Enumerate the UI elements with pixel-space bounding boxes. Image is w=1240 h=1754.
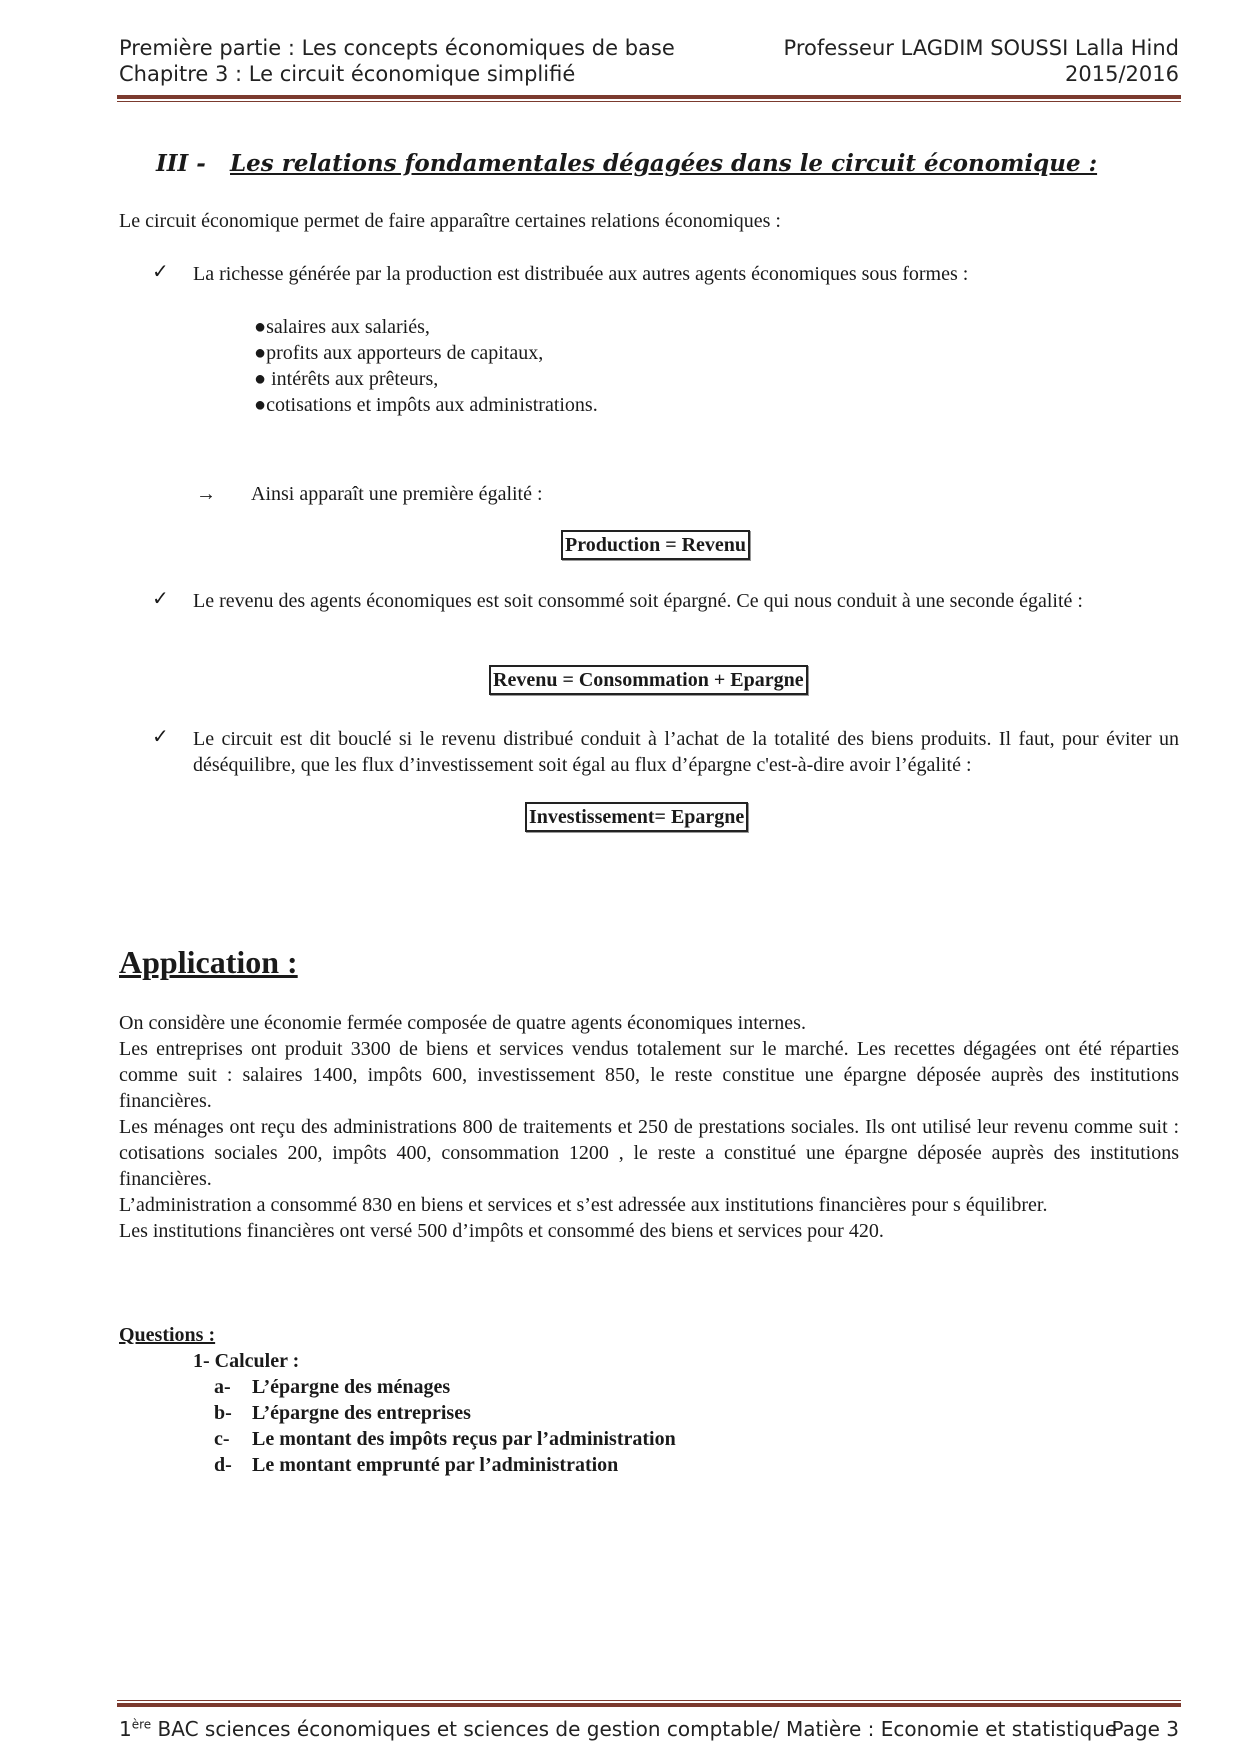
footer-level-sup: ère xyxy=(131,1717,152,1732)
question-key: d- xyxy=(214,1454,232,1476)
question-item xyxy=(214,1402,471,1425)
bullet-list xyxy=(254,314,598,418)
checkmark-icon: ✓ xyxy=(152,261,169,283)
header-chapter: Chapitre 3 : Le circuit économique simplifié xyxy=(119,62,576,86)
application-body xyxy=(119,1010,1179,1244)
question-item xyxy=(214,1376,450,1399)
application-title: Application : xyxy=(119,944,298,980)
arrow-icon: → xyxy=(196,483,216,505)
header-rule-thin xyxy=(117,101,1181,102)
footer-rule-thin xyxy=(117,1700,1181,1701)
page-footer xyxy=(119,1717,1179,1741)
application-paragraph: L’administration a consommé 830 en biens et services et s’est adressée aux institutions financières pour s équilibrer. xyxy=(119,1194,1048,1216)
arrow-text: Ainsi apparaît une première égalité : xyxy=(251,483,543,505)
footer-rule xyxy=(117,1703,1181,1707)
question-item xyxy=(214,1428,676,1451)
list-item: ●salaires aux salariés, xyxy=(254,316,430,338)
footer-text: BAC sciences économiques et sciences de gestion comptable/ Matière : Economie et statistique xyxy=(151,1717,1118,1741)
equation-production-revenu: Production = Revenu xyxy=(561,530,750,560)
header-author: Professeur LAGDIM SOUSSI Lalla Hind xyxy=(783,36,1179,60)
section-title xyxy=(156,150,1097,177)
point-1-text: La richesse générée par la production est distribuée aux autres agents économiques sous formes : xyxy=(193,263,969,285)
question-text: Le montant emprunté par l’administration xyxy=(252,1454,619,1476)
list-item: ●profits aux apporteurs de capitaux, xyxy=(254,342,544,364)
application-paragraph: On considère une économie fermée composée de quatre agents économiques internes. xyxy=(119,1012,806,1034)
equation-revenu-consommation: Revenu = Consommation + Epargne xyxy=(489,665,808,695)
point-3-text: Le circuit est dit bouclé si le revenu distribué conduit à l’achat de la totalité des biens produits. Il faut, pour éviter un déséquilibre, que les flux d’investissement soit égal au flux d’épargne c'est-à-dire avoir l’égalité : xyxy=(193,728,1179,776)
question-text: L’épargne des ménages xyxy=(252,1376,451,1398)
question-key: c- xyxy=(214,1428,230,1450)
header-part: Première partie : Les concepts économiques de base xyxy=(119,36,675,60)
question-1: 1- Calculer : xyxy=(193,1350,300,1372)
footer-level: 1 xyxy=(119,1717,132,1741)
question-item xyxy=(214,1454,618,1477)
checkmark-icon: ✓ xyxy=(152,588,169,610)
page-number: Page 3 xyxy=(1111,1717,1179,1741)
section-number: III - xyxy=(156,150,206,177)
question-text: L’épargne des entreprises xyxy=(252,1402,471,1424)
question-key: b- xyxy=(214,1402,232,1424)
point-2-text: Le revenu des agents économiques est soit consommé soit épargné. Ce qui nous conduit à une seconde égalité : xyxy=(193,590,1083,612)
questions-title: Questions : xyxy=(119,1324,216,1346)
checkmark-icon: ✓ xyxy=(152,726,169,748)
application-paragraph: Les institutions financières ont versé 500 d’impôts et consommé des biens et services pour 420. xyxy=(119,1220,884,1242)
section-title-text: Les relations fondamentales dégagées dans le circuit économique : xyxy=(230,150,1098,177)
question-key: a- xyxy=(214,1376,231,1398)
application-paragraph: Les ménages ont reçu des administrations 800 de traitements et 250 de prestations sociales. Ils ont utilisé leur revenu comme suit : cotisations sociales 200, impôts 400, consommation 1200 , le reste a constitué une épargne déposée auprès des institutions financières. xyxy=(119,1116,1179,1190)
question-text: Le montant des impôts reçus par l’administration xyxy=(252,1428,676,1450)
list-item: ●cotisations et impôts aux administrations. xyxy=(254,394,598,416)
intro-text: Le circuit économique permet de faire apparaître certaines relations économiques : xyxy=(119,210,781,232)
application-paragraph: Les entreprises ont produit 3300 de biens et services vendus totalement sur le marché. Les recettes dégagées ont été réparties comme suit : salaires 1400, impôts 600, investissement 850, le reste constitue une épargne déposée auprès des institutions financières. xyxy=(119,1038,1179,1112)
equation-investissement-epargne: Investissement= Epargne xyxy=(525,802,748,832)
header-year: 2015/2016 xyxy=(1065,62,1179,86)
header-rule xyxy=(117,95,1181,99)
list-item: ● intérêts aux prêteurs, xyxy=(254,368,439,390)
